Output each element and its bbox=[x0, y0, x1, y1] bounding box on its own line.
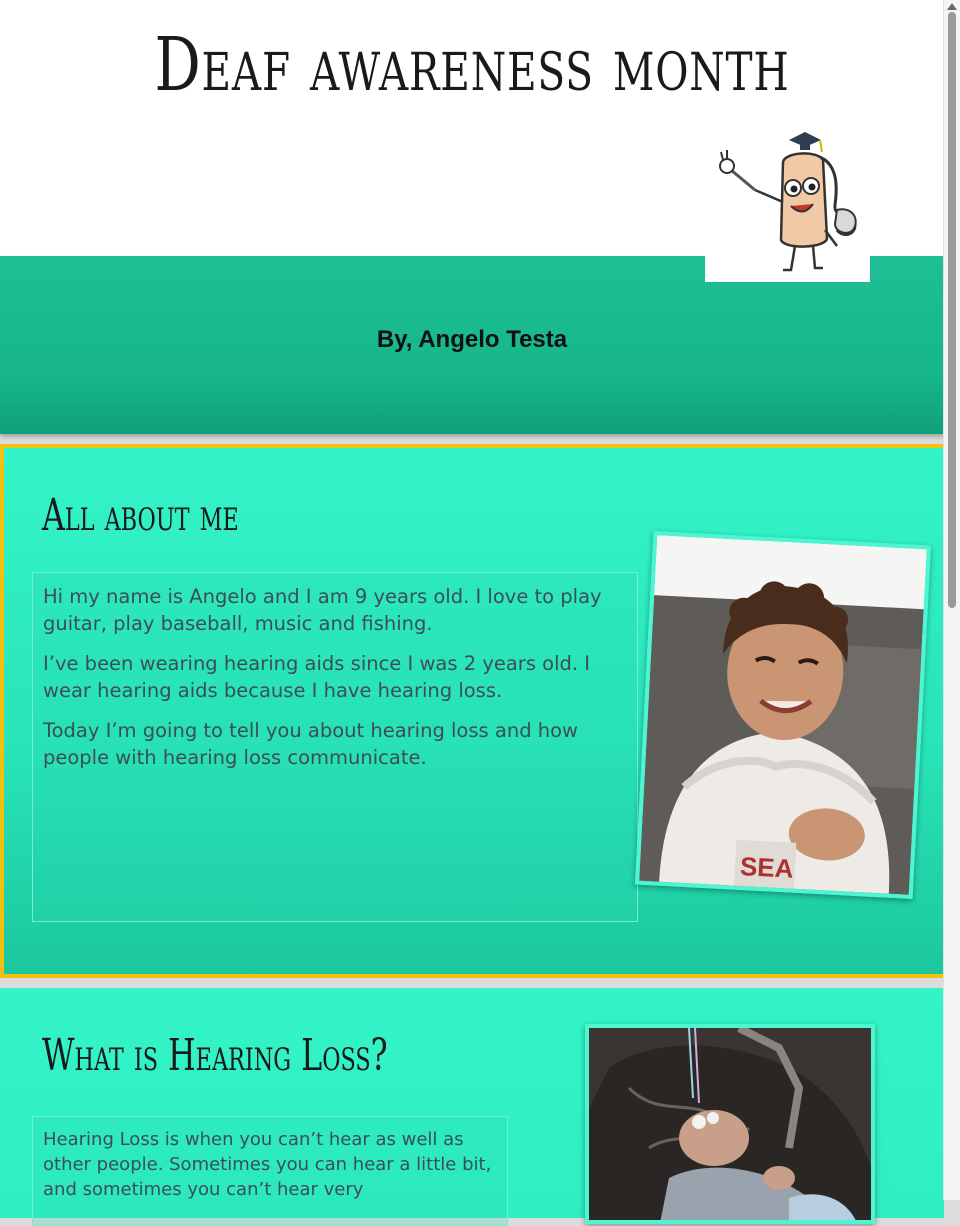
angelo-photo[interactable] bbox=[635, 531, 931, 899]
hearing-loss-text-box[interactable] bbox=[32, 1116, 508, 1226]
scroll-up-icon[interactable] bbox=[947, 3, 957, 10]
deck-title: Deaf awareness month bbox=[154, 22, 790, 108]
slide-what-is-hearing-loss[interactable] bbox=[0, 988, 944, 1218]
hearing-aid-mascot-icon bbox=[705, 120, 870, 282]
hearing-loss-paragraph: Hearing Loss is when you can’t hear as well as other people. Sometimes you can hear a little bit, and sometimes you can’t hear very bbox=[43, 1129, 492, 1200]
slide-heading-hearing-loss: What is Hearing Loss? bbox=[42, 1030, 388, 1081]
byline: By, Angelo Testa bbox=[376, 326, 568, 353]
about-paragraph-3: Today I’m going to tell you about hearing loss and how people with hearing loss communicate. bbox=[43, 719, 579, 769]
slide-all-about-me[interactable] bbox=[0, 444, 958, 978]
boy-portrait-photo bbox=[639, 535, 927, 895]
svg-text:SEA: SEA bbox=[739, 850, 795, 884]
baby-photo[interactable] bbox=[585, 1024, 875, 1224]
vertical-scrollbar[interactable] bbox=[943, 0, 960, 1200]
about-paragraph-1: Hi my name is Angelo and I am 9 years old. I love to play guitar, play baseball, music and fishing. bbox=[43, 585, 602, 635]
slide-heading-about-me: All about me bbox=[42, 490, 239, 541]
about-paragraph-2: I’ve been wearing hearing aids since I was 2 years old. I wear hearing aids because I have hearing loss. bbox=[43, 652, 591, 702]
baby-hearing-test-photo bbox=[589, 1028, 871, 1224]
scrollbar-thumb[interactable] bbox=[948, 12, 956, 608]
title-slide-band bbox=[0, 256, 944, 434]
hearing-aid-mascot-image bbox=[705, 120, 870, 282]
about-me-text-box[interactable] bbox=[32, 572, 638, 922]
